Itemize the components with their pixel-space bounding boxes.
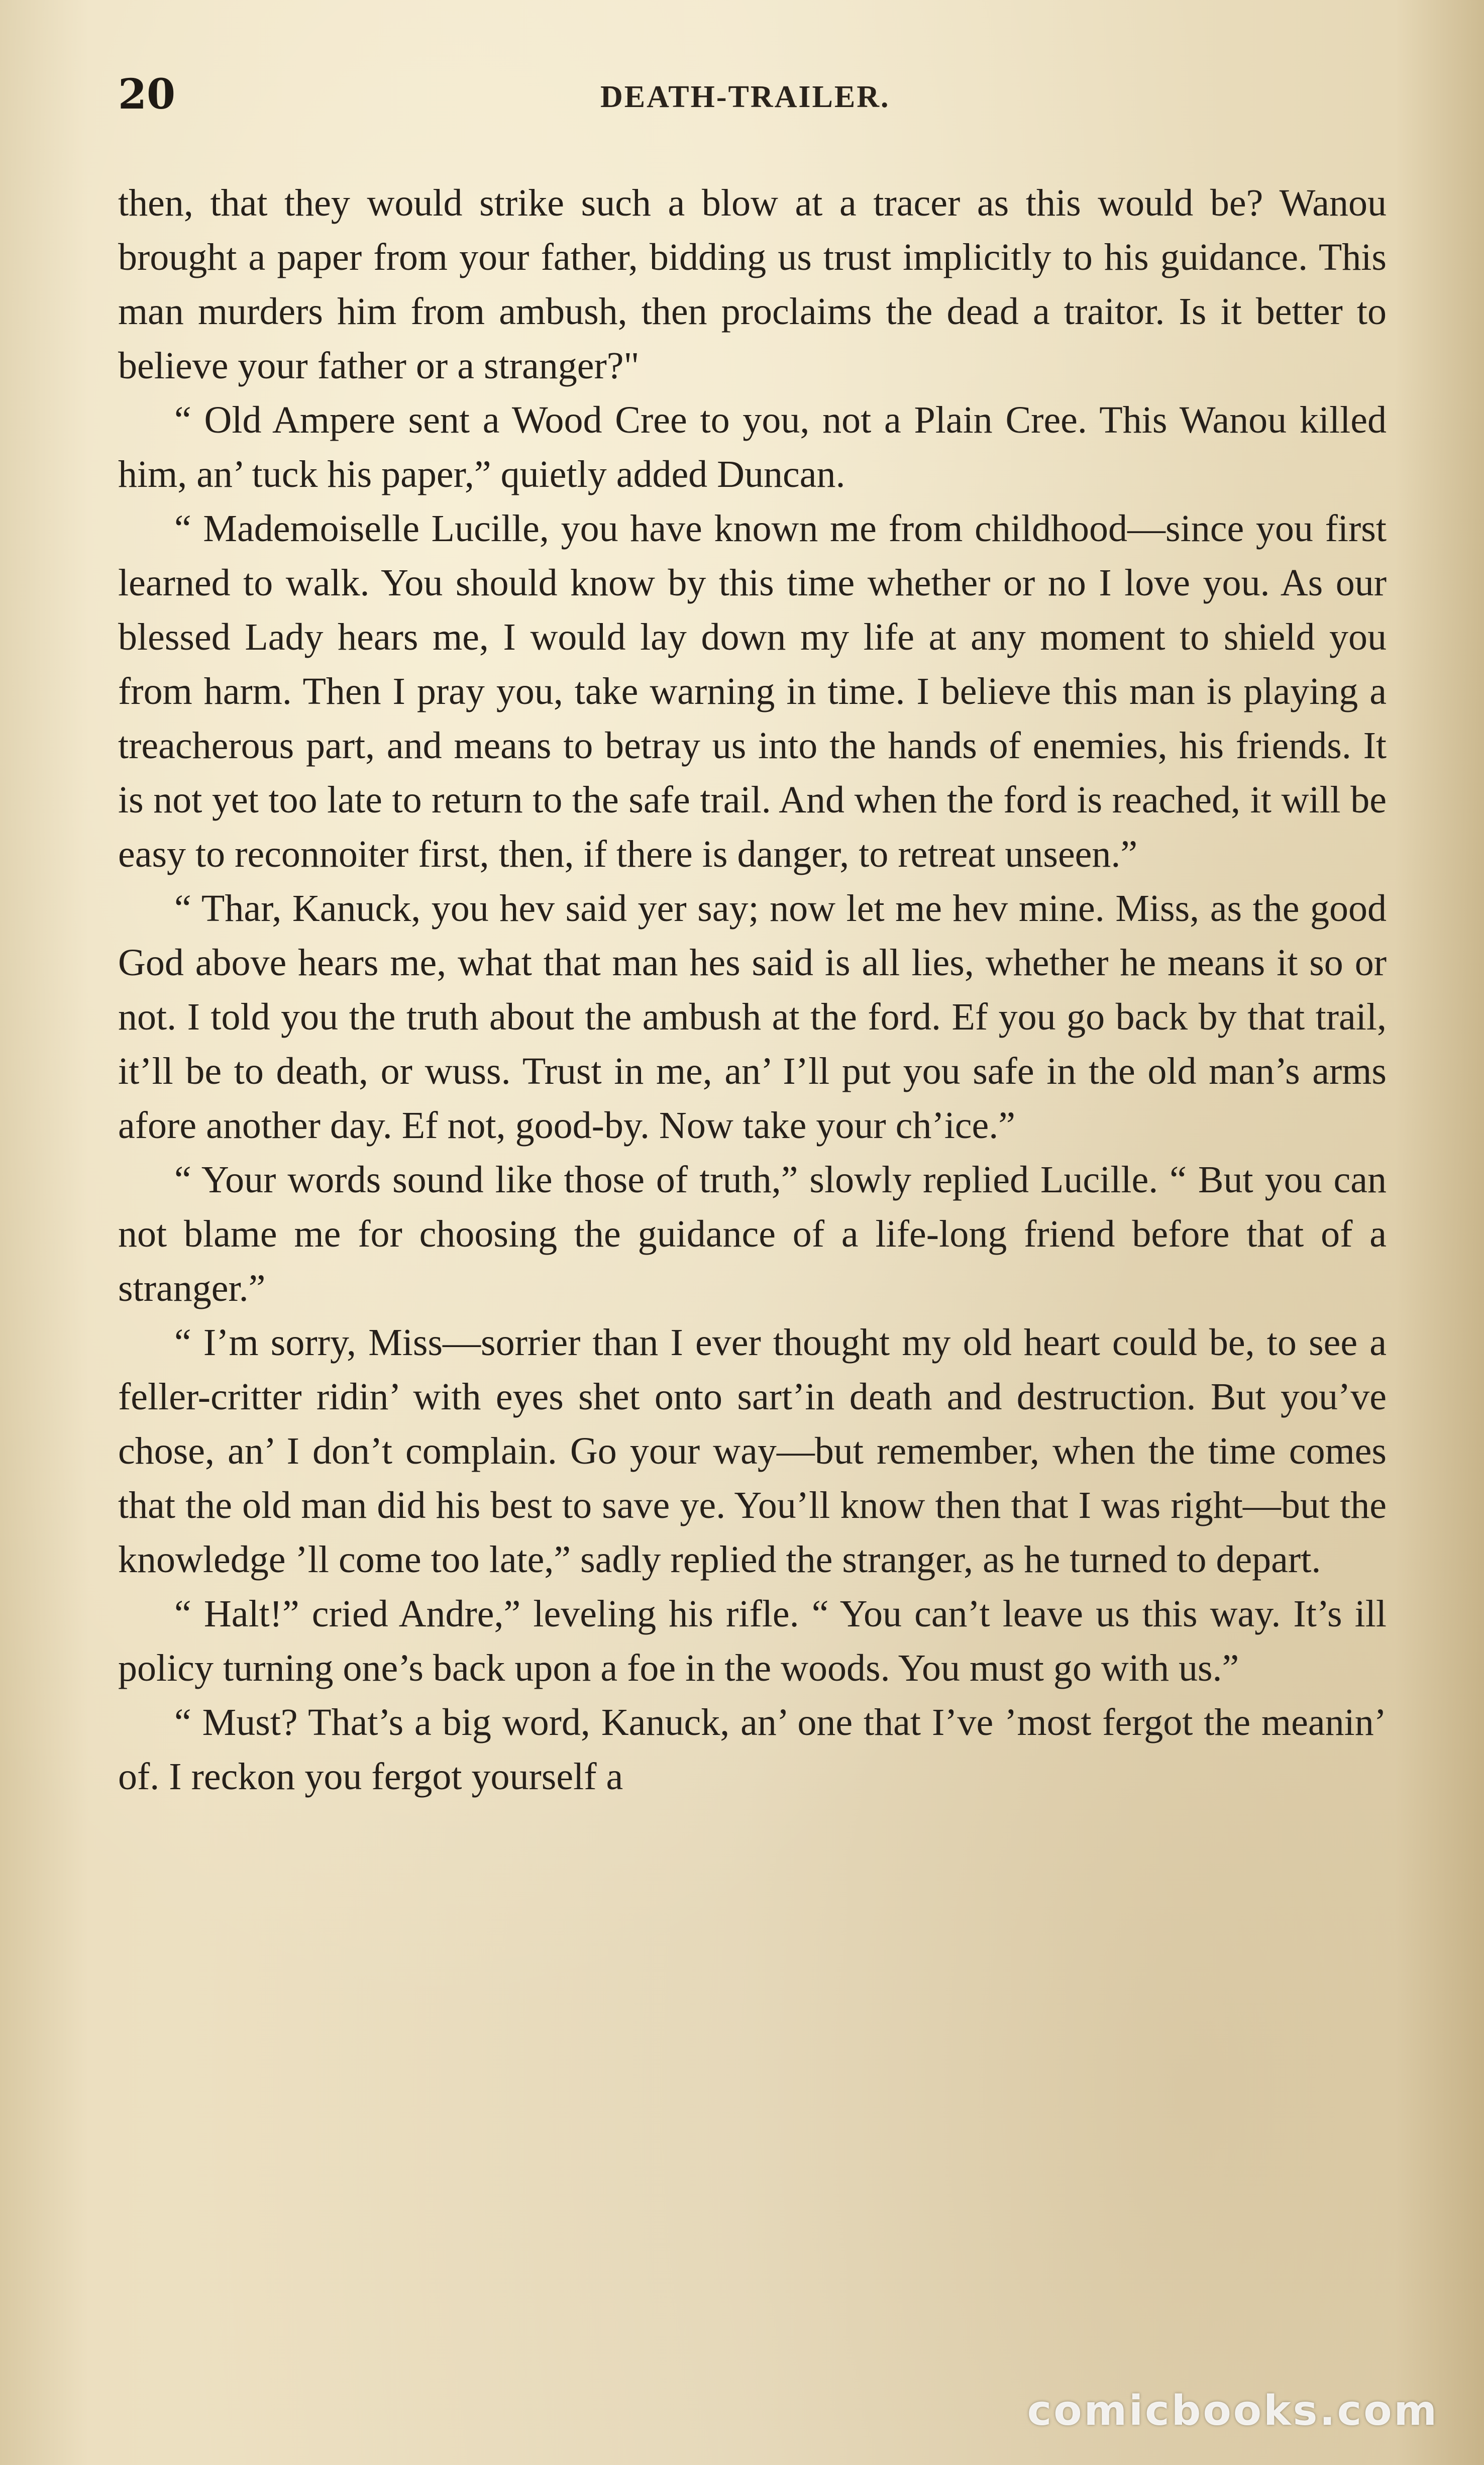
paragraph-2: “ Old Ampere sent a Wood Cree to you, not a Plain Cree. This Wanou killed him, an’ tuck his paper,” quietly added Duncan. xyxy=(118,399,1387,495)
paragraph-1: then, that they would strike such a blow at a tracer as this would be? Wanou brought a paper from your father, bidding us trust implicitly to his guidance. This man murders him from ambush, then proclaims the dead a traitor. Is it better to believe your father or a stranger?" xyxy=(118,182,1387,387)
paragraph-3: “ Mademoiselle Lucille, you have known me from childhood—since you first learned to walk. You should know by this time whether or no I love you. As our blessed Lady hears me, I would lay down my life at any moment to shield you from harm. Then I pray you, take warning in time. I believe this man is playing a treacherous part, and means to betray us into the hands of enemies, his friends. It is not yet too late to return to the safe trail. And when the ford is reached, it will be easy to reconnoiter first, then, if there is danger, to retreat unseen.” xyxy=(118,507,1387,875)
paragraph-7: “ Halt!” cried Andre,” leveling his rifle. “ You can’t leave us this way. It’s ill policy turning one’s back upon a foe in the woods. You must go with us.” xyxy=(118,1593,1387,1689)
body-text xyxy=(118,176,1387,1804)
paragraph-8: “ Must? That’s a big word, Kanuck, an’ one that I’ve ’most fergot the meanin’ of. I reckon you fergot yourself a xyxy=(118,1701,1387,1798)
running-head: DEATH-TRAILER. xyxy=(600,80,890,114)
watermark: comicbooks.com xyxy=(1027,2387,1439,2435)
paragraph-6: “ I’m sorry, Miss—sorrier than I ever thought my old heart could be, to see a feller-critter ridin’ with eyes shet onto sart’in death and destruction. But you’ve chose, an’ I don’t complain. Go your way—but remember, when the time comes that the old man did his best to save ye. You’ll know then that I was right—but the knowledge ’ll come too late,” sadly replied the stranger, as he turned to depart. xyxy=(118,1321,1387,1581)
page-number: 20 xyxy=(118,70,176,119)
page-header xyxy=(118,70,1389,131)
paragraph-5: “ Your words sound like those of truth,” slowly replied Lucille. “ But you can not blame me for choosing the guidance of a life-long friend before that of a stranger.” xyxy=(118,1159,1387,1309)
paragraph-4: “ Thar, Kanuck, you hev said yer say; now let me hev mine. Miss, as the good God above hears me, what that man hes said is all lies, whether he means it so or not. I told you the truth about the ambush at the ford. Ef you go back by that trail, it’ll be to death, or wuss. Trust in me, an’ I’ll put you safe in the old man’s arms afore another day. Ef not, good-by. Now take your ch’ice.” xyxy=(118,887,1387,1147)
